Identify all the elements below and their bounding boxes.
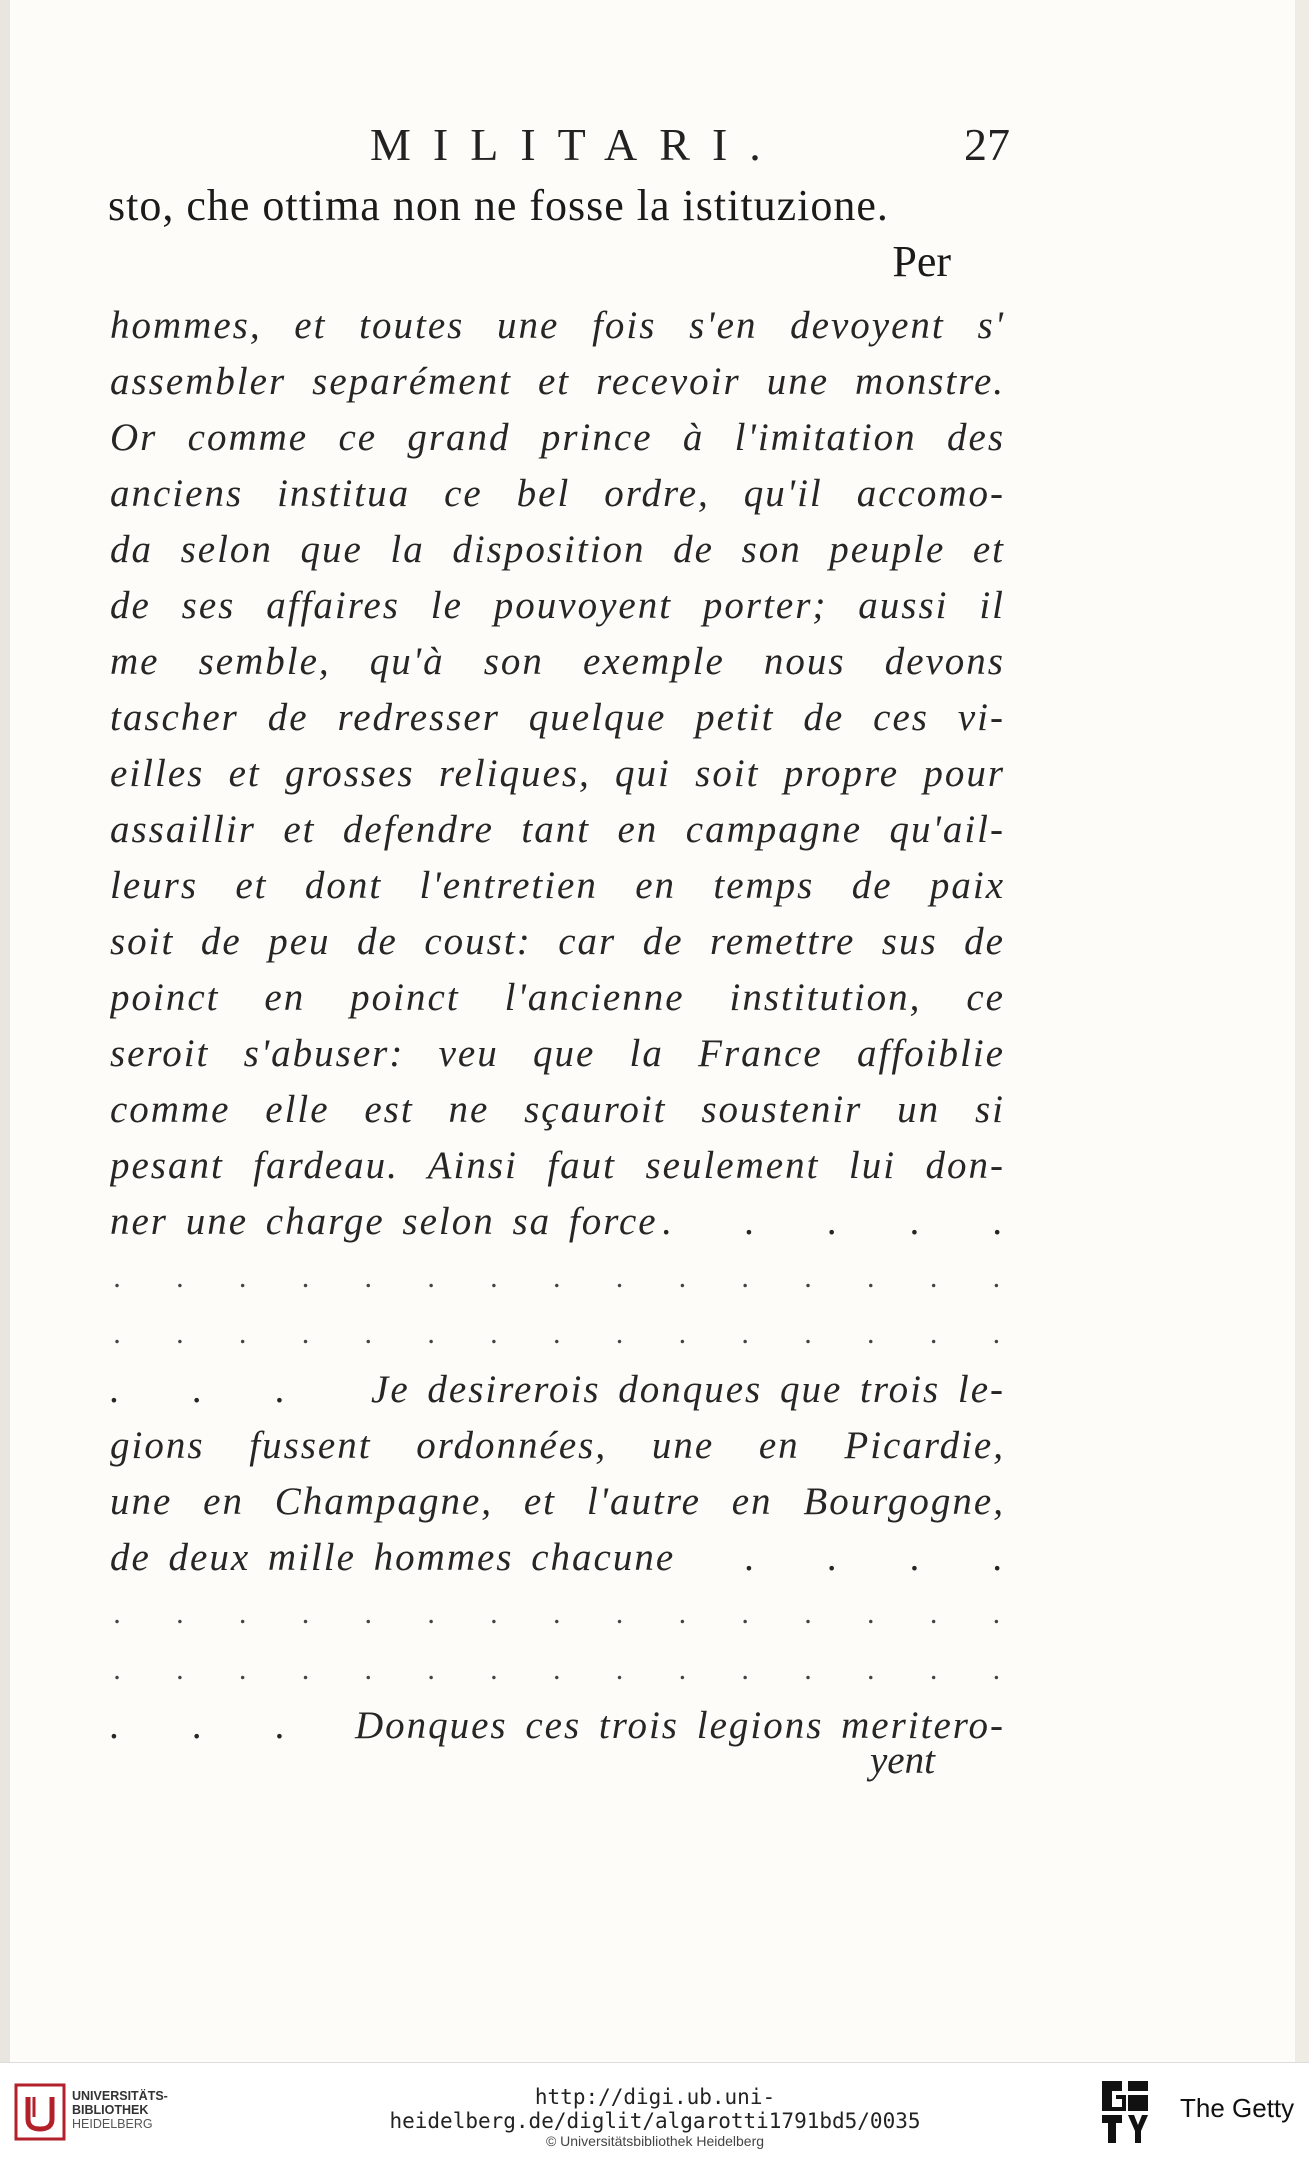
text-line: soit de peu de coust: car de remettre sus de bbox=[110, 920, 1005, 963]
french-quotation bbox=[110, 298, 1005, 1754]
page-edge-right bbox=[1295, 0, 1309, 2062]
ellipsis-row: . . . . . . . . . . . . . . . bbox=[114, 1597, 1001, 1630]
ellipsis-dots: . . . . bbox=[745, 1536, 1005, 1579]
ellipsis-dots: . . . bbox=[110, 1704, 288, 1747]
text-line: da selon que la disposition de son peuple et bbox=[110, 528, 1005, 571]
text-line: me semble, qu'à son exemple nous devons bbox=[110, 640, 1005, 683]
text-line-with-ellipsis bbox=[110, 1530, 1005, 1586]
text-line: assaillir et defendre tant en campagne qu'ail- bbox=[110, 808, 1005, 851]
text-line: de ses affaires le pouvoyent porter; aussi il bbox=[110, 584, 1005, 627]
text-line: assembler separément et recevoir une monstre. bbox=[110, 360, 1005, 403]
text-line: Or comme ce grand prince à l'imitation des bbox=[110, 416, 1005, 459]
text-line: ner une charge selon sa force bbox=[110, 1200, 658, 1243]
text-line: gions fussent ordonnées, une en Picardie, bbox=[110, 1424, 1005, 1467]
text-line: comme elle est ne sçauroit soustenir un si bbox=[110, 1088, 1005, 1131]
text-line: une en Champagne, et l'autre en Bourgogne, bbox=[110, 1480, 1005, 1523]
text-line: hommes, et toutes une fois s'en devoyent s' bbox=[110, 304, 1005, 347]
ellipsis-row: . . . . . . . . . . . . . . . bbox=[114, 1317, 1001, 1350]
library-name: UNIVERSITÄTS- BIBLIOTHEK HEIDELBERG bbox=[72, 2089, 168, 2131]
catchword-top: Per bbox=[892, 237, 951, 286]
text-line: eilles et grosses reliques, qui soit propre pour bbox=[110, 752, 1005, 795]
copyright-notice: © Universitätsbibliothek Heidelberg bbox=[545, 2133, 765, 2149]
viewer-footer bbox=[0, 2062, 1309, 2161]
partner-name: The Getty bbox=[1180, 2093, 1295, 2123]
italian-text-line: sto, che ottima non ne fosse la istituzione. bbox=[108, 181, 889, 230]
ellipsis-dots: . . . . . bbox=[662, 1200, 1005, 1243]
running-title: MILITARI. bbox=[370, 119, 783, 170]
university-library-logo-icon bbox=[14, 2083, 66, 2141]
ellipsis-row: . . . . . . . . . . . . . . . bbox=[114, 1261, 1001, 1294]
text-line: poinct en poinct l'ancienne institution, ce bbox=[110, 976, 1005, 1019]
text-line: de deux mille hommes chacune bbox=[110, 1536, 676, 1579]
text-line: leurs et dont l'entretien en temps de paix bbox=[110, 864, 1005, 907]
text-line: pesant fardeau. Ainsi faut seulement lui don- bbox=[110, 1144, 1005, 1187]
ellipsis-row: . . . . . . . . . . . . . . . bbox=[114, 1653, 1001, 1686]
permalink-url[interactable]: http://digi.ub.uni-heidelberg.de/diglit/algarotti1791bd5/0035 bbox=[389, 2085, 921, 2133]
text-line: Donques ces trois legions meritero- bbox=[354, 1704, 1005, 1747]
text-line-with-leading-ellipsis bbox=[110, 1362, 1005, 1418]
getty-logo-icon bbox=[1098, 2077, 1152, 2147]
catchword-bottom: yent bbox=[870, 1739, 935, 1782]
page-edge-left bbox=[0, 0, 10, 2062]
ellipsis-dots: . . . bbox=[110, 1368, 288, 1411]
text-line: seroit s'abuser: veu que la France affoiblie bbox=[110, 1032, 1005, 1075]
text-line: Je desirerois donques que trois le- bbox=[371, 1368, 1005, 1411]
text-line: tascher de redresser quelque petit de ces vi- bbox=[110, 696, 1005, 739]
text-line: anciens institua ce bel ordre, qu'il accomo- bbox=[110, 472, 1005, 515]
page-number: 27 bbox=[964, 119, 1010, 170]
page-header bbox=[370, 118, 1010, 178]
text-line-with-ellipsis bbox=[110, 1194, 1005, 1250]
